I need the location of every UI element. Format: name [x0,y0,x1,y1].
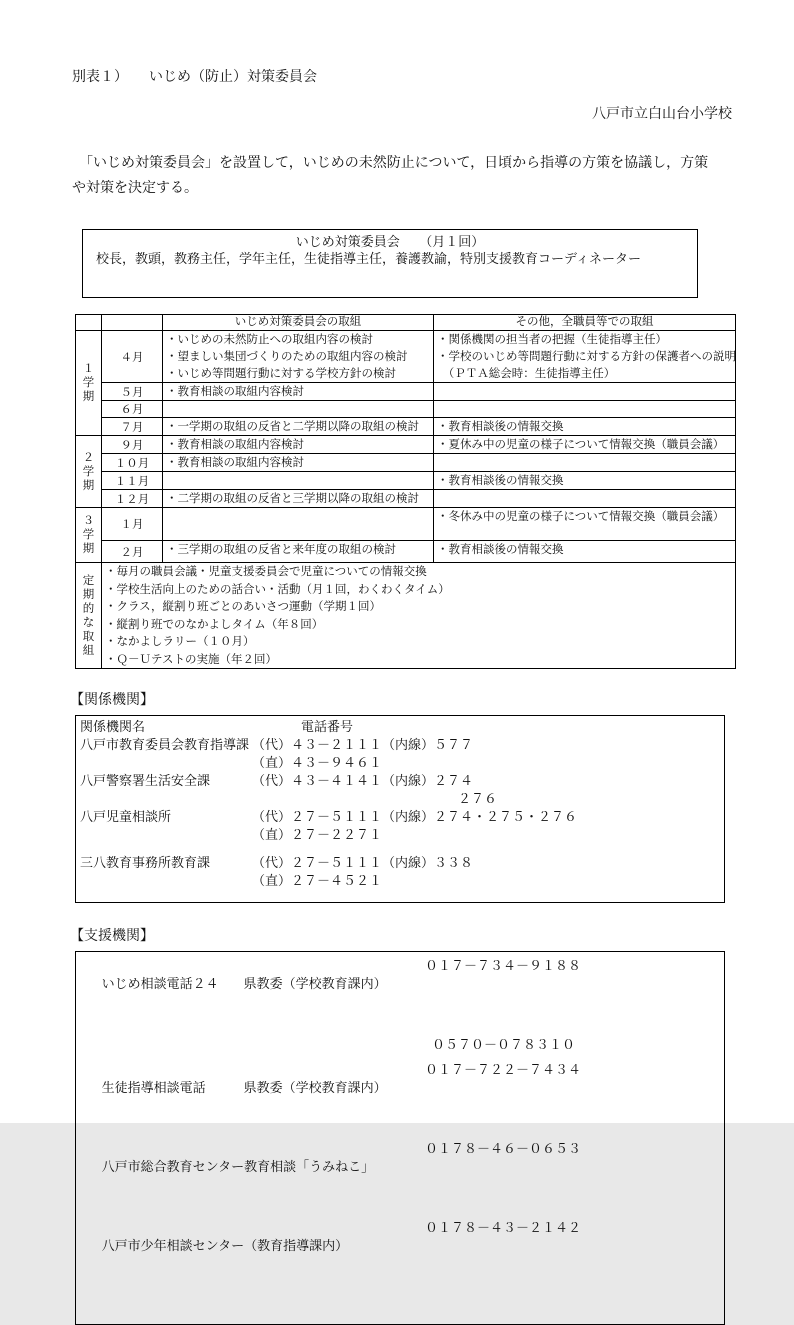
month-cell-june: ６月 [102,401,163,418]
related-org-phone-line: （代）４３－２１１１（内線）５７７ [252,737,474,752]
support-org-phone: ０１７８－４６－０６５３ [425,1141,582,1156]
committee-cell-june [163,401,434,418]
committee-cell-november [163,472,434,490]
support-org-office: 県教委（学校教育課内） [243,1080,387,1095]
intro-line-2: や対策を決定する。 [72,179,198,195]
month-cell-january: １月 [102,508,163,541]
header-empty-month [102,315,163,331]
others-cell-november: ・教育相談後の情報交換 [434,472,736,490]
committee-cell-april: ・いじめの未然防止への取組内容の検討 ・望ましい集団づくりのための取組内容の検討 ・いじめ等問題行動に対する学校方針の検討 [163,331,434,383]
others-cell-october [434,454,736,472]
committee-box [82,229,698,298]
committee-box-members: 校長，教頭，教務主任，学年主任，生徒指導主任，養護教諭，特別支援教育コーディネーター [96,251,641,266]
committee-cell-september: ・教育相談の取組内容検討 [163,436,434,454]
related-org-phone-line: （代）２７－５１１１（内線）３３８ [252,855,474,870]
support-org-office: 県教委（学校教育課内） [243,976,387,991]
school-name: 八戸市立白山台小学校 [592,105,732,121]
term-label-2: ２学期 [76,436,102,508]
related-col-name: 関係機関名 [80,719,146,734]
month-cell-april: ４月 [102,331,163,383]
header-committee-activities: いじめ対策委員会の取組 [163,315,434,331]
related-org-phone-line: （代）２７－５１１１（内線）２７４・２７５・２７６ [252,809,578,824]
support-org-phone-secondary: ０５７０－０７８３１０ [432,1037,576,1052]
schedule-table [75,314,736,669]
related-org-phone-line: （直）４３－９４６１ [252,755,383,770]
support-org-name: 生徒指導相談電話 [101,1080,206,1095]
month-cell-september: ９月 [102,436,163,454]
related-org-row [80,772,720,808]
committee-cell-july: ・一学期の取組の反省と二学期以降の取組の検討 [163,418,434,436]
support-org-name: 八戸市総合教育センター教育相談「うみねこ」 [101,1159,375,1174]
committee-cell-december: ・二学期の取組の反省と三学期以降の取組の検討 [163,490,434,508]
related-org-row [80,808,720,844]
support-org-name: 八戸市少年相談センター（教育指導課内） [101,1238,349,1253]
related-org-name: 八戸警察署生活安全課 [80,773,211,788]
related-orgs-heading: 【関係機関】 [70,691,154,707]
month-cell-february: ２月 [102,541,163,563]
others-cell-february: ・教育相談後の情報交換 [434,541,736,563]
others-cell-december [434,490,736,508]
related-col-phone: 電話番号 [301,719,354,734]
month-cell-october: １０月 [102,454,163,472]
related-org-row [80,854,720,890]
term-label-1: １学期 [76,331,102,436]
committee-cell-may: ・教育相談の取組内容検討 [163,383,434,401]
related-org-name: 八戸市教育委員会教育指導課 [80,737,250,752]
term-label-3: ３学期 [76,508,102,563]
support-org-phone: ０１７－７２２－７４３４ [425,1062,582,1077]
others-cell-july: ・教育相談後の情報交換 [434,418,736,436]
committee-box-title: いじめ対策委員会 （月１回） [295,234,485,249]
support-org-name: いじめ相談電話２４ [101,976,219,991]
support-org-row [80,957,720,1029]
header-empty-term [76,315,102,331]
related-org-phone-line: （直）２７－４５２１ [252,873,383,888]
page-title: 別表１） いじめ（防止）対策委員会 [72,68,317,84]
others-cell-april: ・関係機関の担当者の把握（生徒指導主任） ・学校のいじめ等問題行動に対する方針の保護者への説明 （ＰＴＡ総会時：生徒指導主任） [434,331,736,383]
committee-cell-october: ・教育相談の取組内容検討 [163,454,434,472]
periodic-activities-cell: ・毎月の職員会議・児童支援委員会で児童についての情報交換 ・学校生活向上のための話合い・活動（月１回，わくわくタイム） ・クラス，縦割り班ごとのあいさつ運動（学期１回） ・縦割り班でのなかよしタイム（年８回） ・なかよしラリー（１０月） ・Ｑ－Ｕテストの実施（年２回） [102,563,736,669]
support-orgs-heading: 【支援機関】 [70,927,154,943]
others-cell-september: ・夏休み中の児童の様子について情報交換（職員会議） [434,436,736,454]
committee-cell-february: ・三学期の取組の反省と来年度の取組の検討 [163,541,434,563]
related-org-name: 三八教育事務所教育課 [80,855,211,870]
others-cell-june [434,401,736,418]
related-orgs-table [75,715,725,903]
intro-paragraph [72,150,732,200]
support-org-row [80,1140,720,1212]
others-cell-may [434,383,736,401]
month-cell-december: １２月 [102,490,163,508]
support-org-row [80,1219,720,1291]
committee-cell-january [163,508,434,541]
periodic-label: 定期的な取組 [76,563,102,669]
header-other-activities: その他，全職員等での取組 [434,315,736,331]
support-orgs-table [75,951,725,1325]
month-cell-july: ７月 [102,418,163,436]
related-orgs-header-row [80,718,720,736]
related-org-name: 八戸児童相談所 [80,809,172,824]
month-cell-may: ５月 [102,383,163,401]
support-org-phone: ０１７－７３４－９１８８ [425,958,582,973]
related-org-phone-line: ２７６ [458,791,498,806]
related-org-phone-line: （代）４３－４１４１（内線）２７４ [252,773,474,788]
support-org-phone: ０１７８－４３－２１４２ [425,1220,582,1235]
others-cell-january: ・冬休み中の児童の様子について情報交換（職員会議） [434,508,736,541]
support-org-row [80,1061,720,1133]
month-cell-november: １１月 [102,472,163,490]
intro-line-1: 「いじめ対策委員会」を設置して，いじめの未然防止について，日頃から指導の方策を協議し，方策 [72,154,709,170]
related-org-phone-line: （直）２７－２２７１ [252,827,383,842]
related-org-row [80,736,720,772]
